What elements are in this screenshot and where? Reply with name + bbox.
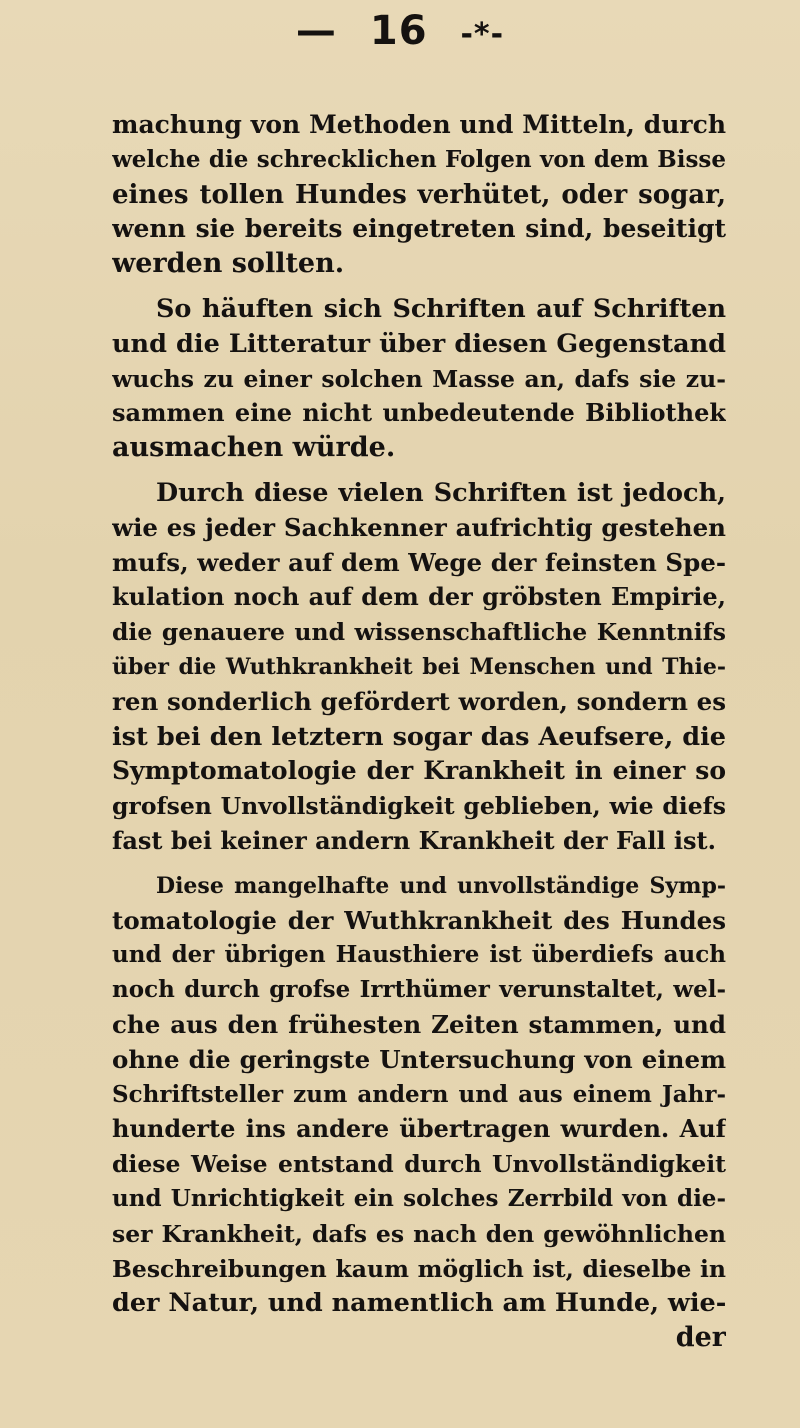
text-line: sammen eine nicht unbedeutende Bibliothek	[112, 398, 726, 428]
header-dash: —	[295, 8, 337, 54]
page-number: 16	[369, 8, 428, 54]
text-line: und der übrigen Hausthiere ist überdiefs auch	[112, 941, 726, 969]
text-line: tomatologie der Wuthkrankheit des Hundes	[112, 905, 726, 935]
text-line: die genauere und wissenschaftliche Kenntnifs	[112, 618, 726, 647]
text-line: welche die schrecklichen Folgen von dem Bisse	[112, 145, 726, 173]
text-line: wuchs zu einer solchen Masse an, dafs sie zu-	[112, 364, 726, 393]
paragraph	[112, 108, 726, 282]
text-line: noch durch grofse Irrthümer verunstaltet, wel-	[112, 976, 726, 1004]
text-line: Schriftsteller zum andern und aus einem Jahr-	[112, 1080, 726, 1108]
text-line: Durch diese vielen Schriften ist jedoch,	[156, 477, 726, 508]
paragraph	[112, 476, 726, 859]
text-line: ausmachen würde.	[112, 432, 396, 464]
text-line: ist bei den letztern sogar das Aeufsere, die	[112, 721, 726, 752]
text-line: grofsen Unvollständigkeit geblieben, wie diefs	[112, 792, 726, 821]
text-line: der Natur, und namentlich am Hunde, wie-	[112, 1288, 726, 1319]
text-line: ohne die geringste Untersuchung von einem	[112, 1044, 726, 1074]
header-ornament: -*-	[460, 17, 505, 52]
text-line: diese Weise entstand durch Unvollständigkeit	[112, 1150, 726, 1179]
text-line: und die Litteratur über diesen Gegenstand	[112, 328, 726, 359]
text-line: über die Wuthkrankheit bei Menschen und Thie-	[112, 653, 726, 680]
page-header	[0, 8, 800, 54]
text-line: ren sonderlich gefördert worden, sondern es	[112, 686, 726, 716]
text-line: hunderte ins andere übertragen wurden. Auf	[112, 1114, 726, 1144]
text-line: fast bei keiner andern Krankheit der Fall ist.	[112, 825, 716, 855]
paragraph	[112, 869, 726, 1321]
text-line: mufs, weder auf dem Wege der feinsten Spe-	[112, 547, 726, 577]
text-line: kulation noch auf dem der gröbsten Empirie,	[112, 582, 726, 612]
text-line: Diese mangelhafte und unvollständige Symp-	[156, 872, 726, 899]
text-line: machung von Methoden und Mitteln, durch	[112, 110, 726, 139]
text-line: Symptomatologie der Krankheit in einer so	[112, 756, 726, 786]
text-line: ser Krankheit, dafs es nach den gewöhnlichen	[112, 1219, 726, 1248]
text-line: che aus den frühesten Zeiten stammen, und	[112, 1009, 726, 1039]
text-line: Beschreibungen kaum möglich ist, dieselbe in	[112, 1254, 726, 1283]
paragraph	[112, 292, 726, 466]
catchword: der	[675, 1322, 726, 1354]
body-text	[112, 108, 726, 1356]
text-line: wie es jeder Sachkenner aufrichtig gestehen	[112, 512, 726, 542]
text-line: wenn sie bereits eingetreten sind, beseitigt	[112, 214, 726, 244]
text-line: So häuften sich Schriften auf Schriften	[156, 293, 726, 324]
text-line: werden sollten.	[112, 248, 345, 280]
text-line: eines tollen Hundes verhütet, oder sogar,	[112, 179, 726, 210]
text-line: und Unrichtigkeit ein solches Zerrbild von die-	[112, 1184, 726, 1212]
